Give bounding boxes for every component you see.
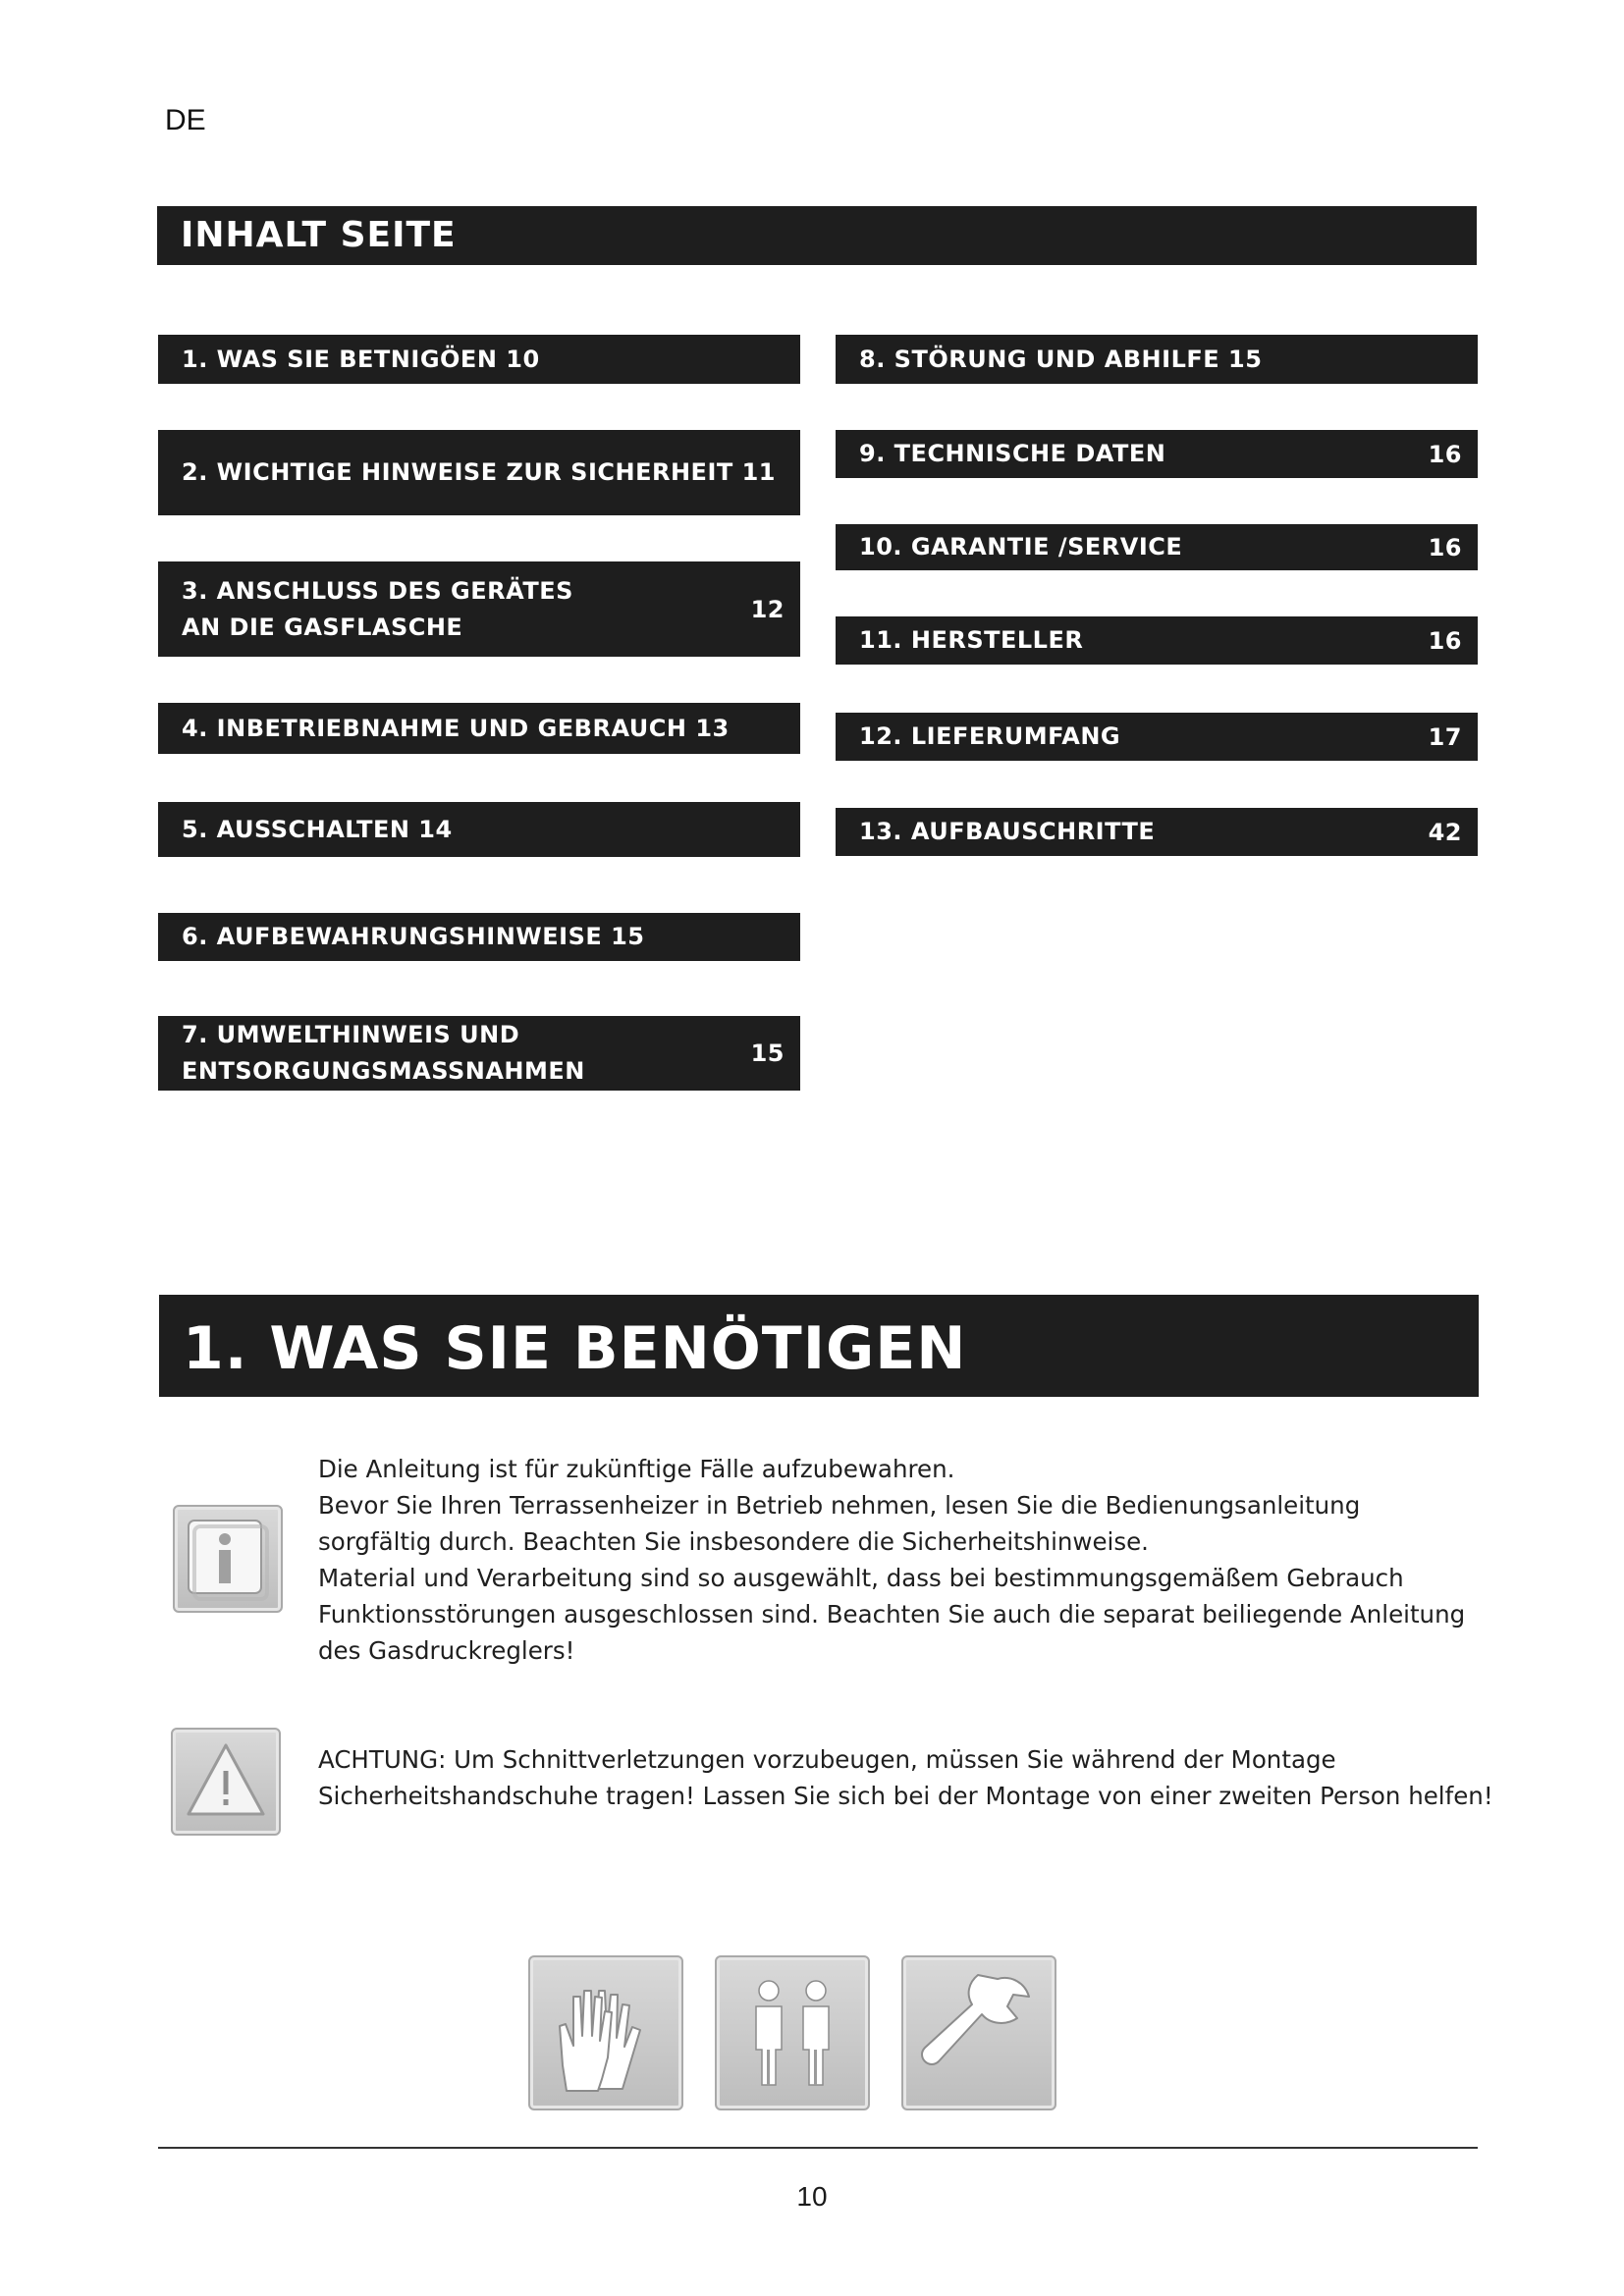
toc-item-label: 5. AUSSCHALTEN 14 xyxy=(182,815,453,843)
toc-item-label: 6. AUFBEWAHRUNGSHINWEISE 15 xyxy=(182,923,645,950)
toc-item-label: 8. STÖRUNG UND ABHILFE 15 xyxy=(859,345,1263,373)
toc-item-label: 10. GARANTIE /SERVICE xyxy=(859,533,1183,561)
toc-item-label: 4. INBETRIEBNAHME UND GEBRAUCH 13 xyxy=(182,714,730,742)
toc-item-1[interactable] xyxy=(158,335,800,384)
info-line: Bevor Sie Ihren Terrassenheizer in Betrieb nehmen, lesen Sie die Bedienungsanleitung xyxy=(318,1491,1361,1520)
info-line: des Gasdruckreglers! xyxy=(318,1636,575,1665)
toc-item-label: 1. WAS SIE BETNIGÖEN 10 xyxy=(182,345,540,373)
info-line: Funktionsstörungen ausgeschlossen sind. Beachten Sie auch die separat beiliegende Anleitung xyxy=(318,1600,1466,1629)
toc-item-label: 3. ANSCHLUSS DES GERÄTES AN DIE GASFLASCHE xyxy=(182,576,573,641)
toc-item-8[interactable] xyxy=(836,335,1478,384)
toc-item-label: 9. TECHNISCHE DATEN xyxy=(859,440,1166,467)
warning-text xyxy=(318,1741,1493,1814)
language-label: DE xyxy=(165,104,206,136)
toc-item-page: 16 xyxy=(1428,626,1462,655)
toc-item-page: 12 xyxy=(750,595,785,623)
info-text xyxy=(318,1451,1465,1669)
toc-item-label: 13. AUFBAUSCHRITTE xyxy=(859,818,1156,845)
toc-item-13[interactable] xyxy=(836,808,1478,856)
gloves-icon xyxy=(528,1955,683,2110)
toc-item-10[interactable] xyxy=(836,524,1478,570)
toc-item-page: 42 xyxy=(1428,818,1462,846)
toc-item-12[interactable] xyxy=(836,713,1478,761)
toc-item-11[interactable] xyxy=(836,616,1478,665)
section-heading: 1. WAS SIE BENÖTIGEN xyxy=(159,1295,1479,1397)
page-number: 10 xyxy=(796,2181,828,2212)
toc-item-5[interactable] xyxy=(158,802,800,857)
warning-line: Sicherheitshandschuhe tragen! Lassen Sie sich bei der Montage von einer zweiten Person helfen! xyxy=(318,1782,1493,1810)
toc-item-9[interactable] xyxy=(836,430,1478,478)
footer-divider xyxy=(158,2147,1478,2149)
toc-item-label: 11. HERSTELLER xyxy=(859,626,1084,654)
toc-item-2[interactable] xyxy=(158,430,800,515)
info-line: Die Anleitung ist für zukünftige Fälle aufzubewahren. xyxy=(318,1455,955,1483)
warning-line: ACHTUNG: Um Schnittverletzungen vorzubeugen, müssen Sie während der Montage xyxy=(318,1745,1336,1774)
toc-item-page: 15 xyxy=(750,1040,785,1067)
toc-heading: INHALT SEITE xyxy=(157,206,1477,265)
warning-icon xyxy=(171,1728,281,1836)
toc-item-label: 12. LIEFERUMFANG xyxy=(859,722,1121,750)
toc-item-page: 16 xyxy=(1428,533,1462,561)
toc-item-6[interactable] xyxy=(158,913,800,961)
toc-item-4[interactable] xyxy=(158,703,800,754)
two-persons-icon xyxy=(715,1955,870,2110)
toc-item-page: 17 xyxy=(1428,722,1462,751)
info-icon xyxy=(173,1505,283,1613)
toc-item-label: 7. UMWELTHINWEIS UND ENTSORGUNGSMASSNAHMEN xyxy=(182,1021,585,1085)
toc-item-label: 2. WICHTIGE HINWEISE ZUR SICHERHEIT 11 xyxy=(182,458,777,486)
wrench-icon xyxy=(901,1955,1056,2110)
toc-item-page: 16 xyxy=(1428,440,1462,468)
info-line: sorgfältig durch. Beachten Sie insbesondere die Sicherheitshinweise. xyxy=(318,1527,1149,1556)
toc-item-7[interactable] xyxy=(158,1016,800,1091)
info-line: Material und Verarbeitung sind so ausgewählt, dass bei bestimmungsgemäßem Gebrauch xyxy=(318,1564,1404,1592)
toc-item-3[interactable] xyxy=(158,561,800,657)
